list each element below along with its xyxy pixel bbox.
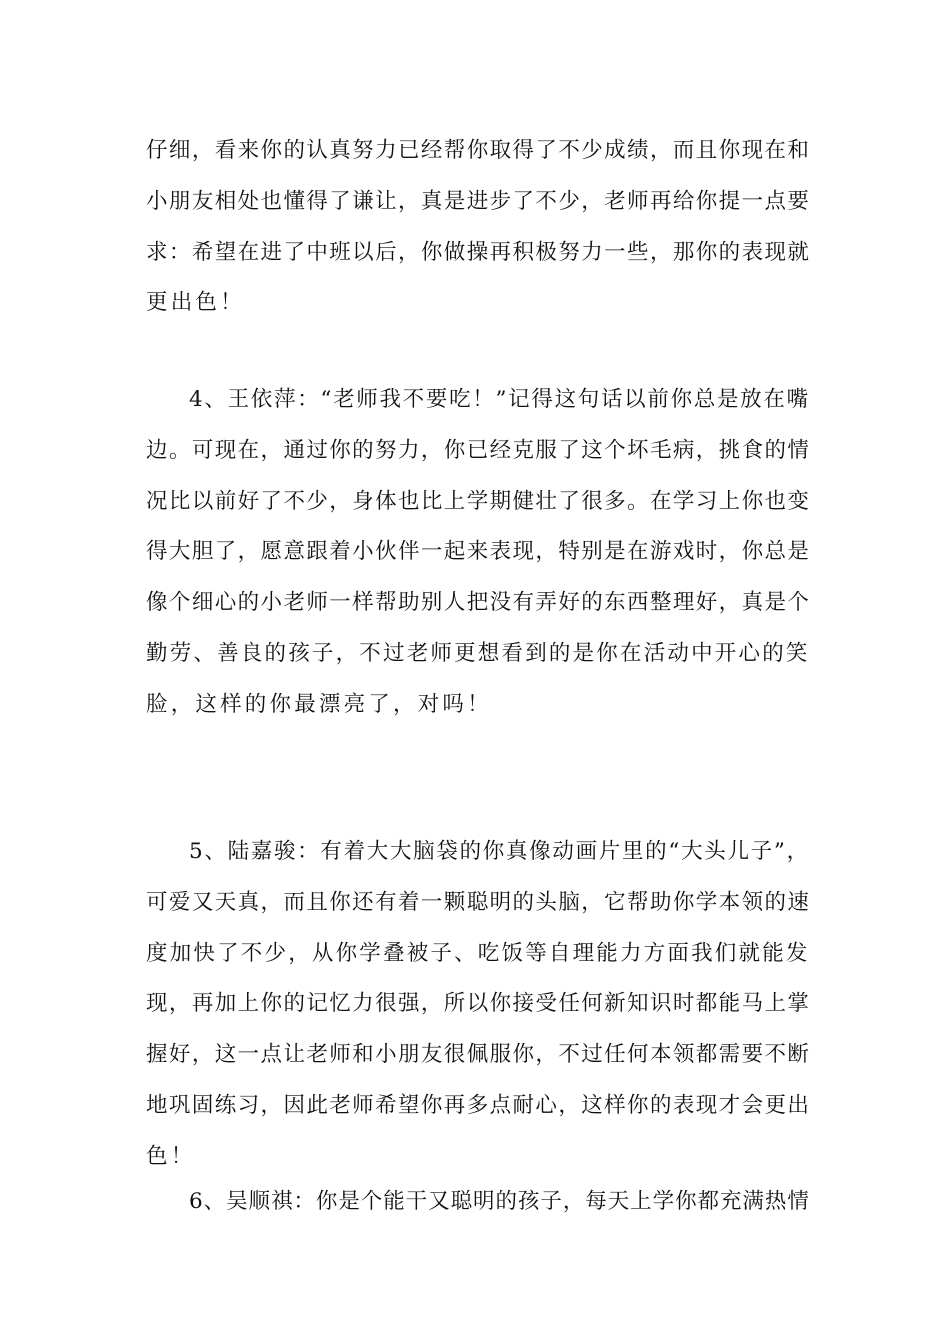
text-line: 现，再加上你的记忆力很强，所以你接受任何新知识时都能马上掌 bbox=[146, 991, 811, 1017]
paragraph-3 bbox=[146, 827, 810, 1183]
text-line: 度加快了不少，从你学叠被子、吃饭等自理能力方面我们就能发 bbox=[146, 940, 810, 966]
text-line: 脸，这样的你最漂亮了，对吗！ bbox=[146, 691, 492, 717]
paragraph-2 bbox=[146, 375, 810, 731]
text-line: 5、陆嘉骏：有着大大脑袋的你真像动画片里的“大头儿子”， bbox=[189, 839, 810, 864]
text-line: 6、吴顺祺：你是个能干又聪明的孩子，每天上学你都充满热情 bbox=[189, 1189, 810, 1214]
text-line: 4、王依萍：“老师我不要吃！”记得这句话以前你总是放在嘴 bbox=[189, 387, 810, 412]
text-line: 勤劳、善良的孩子，不过老师更想看到的是你在活动中开心的笑 bbox=[146, 640, 810, 666]
text-line: 握好，这一点让老师和小朋友很佩服你，不过任何本领都需要不断 bbox=[146, 1042, 811, 1068]
text-line: 色！ bbox=[146, 1143, 196, 1169]
text-line: 得大胆了，愿意跟着小伙伴一起来表现，特别是在游戏时，你总是 bbox=[146, 539, 811, 565]
text-line: 况比以前好了不少，身体也比上学期健壮了很多。在学习上你也变 bbox=[146, 488, 811, 514]
text-line: 更出色！ bbox=[146, 290, 245, 316]
text-line: 像个细心的小老师一样帮助别人把没有弄好的东西整理好，真是个 bbox=[146, 590, 811, 616]
text-line: 可爱又天真，而且你还有着一颗聪明的头脑，它帮助你学本领的速 bbox=[146, 889, 811, 915]
text-line: 地巩固练习，因此老师希望你再多点耐心，这样你的表现才会更出 bbox=[146, 1092, 811, 1118]
text-line: 求：希望在进了中班以后，你做操再积极努力一些，那你的表现就 bbox=[146, 239, 811, 265]
paragraph-4 bbox=[146, 1177, 810, 1228]
text-line: 小朋友相处也懂得了谦让，真是进步了不少，老师再给你提一点要 bbox=[146, 188, 811, 214]
text-line: 边。可现在，通过你的努力，你已经克服了这个坏毛病，挑食的情 bbox=[146, 437, 811, 463]
paragraph-1 bbox=[146, 126, 810, 329]
text-line: 仔细，看来你的认真努力已经帮你取得了不少成绩，而且你现在和 bbox=[146, 138, 811, 163]
